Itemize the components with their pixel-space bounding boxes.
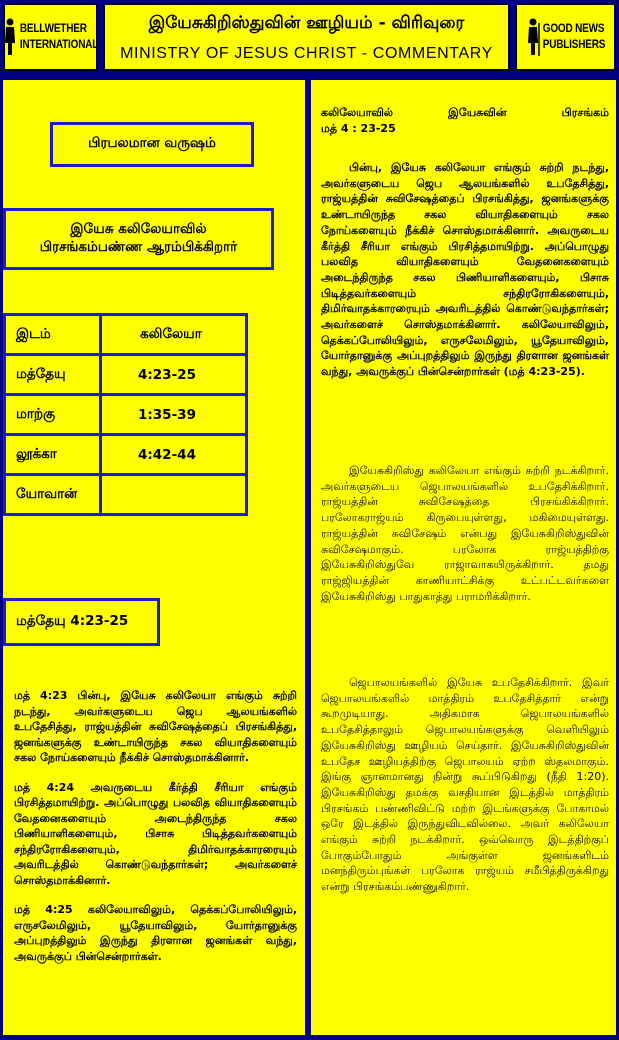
person-with-staff-icon	[3, 17, 17, 57]
table-header-cell: இடம்	[5, 315, 101, 355]
table-cell: 4:23-25	[101, 355, 247, 395]
paragraph-text: இயேசுகிறிஸ்து கலிலேயா எங்கும் சுற்றி நடக்கிறார். அவர்களுடைய ஜெபாலயங்களில் உபதேசிக்கிறார். ராஜ்யத்தின் சுவிசேஷத்தை பிரசங்கிக்கிறார். பரலோகராஜ்யம் கிருபையுள்ளது, மகிமையுள்ளது. ராஜ்யத்தின் சுவிசேஷம் என்பது இயேசுகிறிஸ்துவின் சுவிசேஷமாகும். பரலோக ராஜ்யத்திற்கு இயேசுகிறிஸ்துவே ராஜாவாகயிருக்கிறார். தமது ராஜ்ஜியத்தின் காணியாட்சிக்கு உட்பட்டவர்களை இயேசுகிறிஸ்து பாதுகாத்து பராமரிக்கிறார்.	[321, 464, 609, 603]
table-header-cell: கலிலேயா	[101, 315, 247, 355]
person-with-staff-icon	[526, 17, 540, 57]
commentary-title-line1: கலிலேயாவில் இயேசுவின் பிரசங்கம்	[321, 106, 609, 119]
table-cell: லூக்கா	[5, 435, 101, 475]
subsection-heading-line2: பிரசங்கம்பண்ண ஆரம்பிக்கிறார்	[39, 239, 238, 255]
header	[0, 0, 619, 76]
table-cell: 4:42-44	[101, 435, 247, 475]
subsection-heading	[3, 208, 274, 270]
commentary-title	[321, 105, 609, 137]
logo-right-line2: PUBLISHERS	[542, 38, 606, 52]
title-tamil: இயேசுகிறிஸ்துவின் ஊழியம் - விரிவுரை	[148, 13, 465, 33]
commentary-paragraph	[321, 675, 609, 895]
scripture-reference: மத்தேயு 4:23-25	[3, 598, 160, 646]
table-row	[5, 355, 247, 395]
table-header-row	[5, 315, 247, 355]
table-row	[5, 395, 247, 435]
subsection-heading-line1: இயேசு கலிலேயாவில்	[70, 221, 207, 237]
table-cell: மாற்கு	[5, 395, 101, 435]
gospel-reference-table	[3, 313, 248, 516]
commentary-paragraph	[321, 160, 609, 380]
verse-text: மத் 4:24 அவருடைய கீர்த்தி சீரியா எங்கும் பிரசித்தமாயிற்று. அப்பொழுது பலவித வியாதிகளையும் வேதனைகளையும் அடைந்திருந்த சகல பிணியாளிகளையும், பிசாசு பிடித்தவர்களையும் சந்திரரோகிகளையும், திமிர்வாதக்காரரையும் அவரிடத்தில் கொண்டுவந்தார்கள்; அவர்களைச் சொஸ்தமாக்கினார்.	[14, 780, 297, 887]
verse-text: மத் 4:23 பின்பு, இயேசு கலிலேயா எங்கும் சுற்றி நடந்து, அவர்களுடைய ஜெப ஆலயங்களில் உபதேசித்து, ராஜ்யத்தின் சுவிசேஷத்தைப் பிரசங்கித்து, ஜனங்களுக்கு உண்டாயிருந்த சகல வியாதிகளையும் சகல நோய்களையும் நீக்கிச் சொஸ்தமாக்கினார்.	[14, 689, 297, 764]
title-english: MINISTRY OF JESUS CHRIST - COMMENTARY	[120, 45, 493, 62]
good-news-logo	[515, 3, 616, 71]
paragraph-text: ஜெபாலயங்களில் இயேசு உபதேசிக்கிறார். இவர் ஜெபாலயங்களில் மாத்திரம் உபதேசித்தார் என்று கூறமுடியாது. அதிகமாக ஜெபாலயங்களில் உபதேசித்தாலும் ஜெபாலயங்களுக்கு வெளியிலும் இயேசுகிறிஸ்து ஊழியம் செய்தார். இயேசுகிறிஸ்துவின் உபதேச ஊழியத்திற்கு ஜெபாலயம் ஏற்ற ஸ்தலமாகும். இங்கு ஞானமானது நின்று கூப்பிடுகிறது (நீதி 1:20). இயேசுகிறிஸ்து தமக்கு வசதியான இடத்தில் மாத்திரம் பிரசங்கம் பண்ணிவிட்டு மற்ற இடங்களுக்கு போகாமல் ஒரே இடத்தில் இருந்துவிடவில்லை. அவர் கலிலேயா எங்கும் சுற்றி நடக்கிறார். ஒவ்வொரு இடத்திற்குப் போகும்போதும் அங்குள்ள ஜனங்களிடம் மனந்திரும்புங்கள் பரலோக ராஜ்யம் சமீபித்திருக்கிறது என்று பிரசங்கம்பண்ணுகிறார்.	[321, 676, 609, 894]
logo-left-line1: BELLWETHER	[19, 22, 87, 36]
table-cell	[101, 475, 247, 515]
paragraph-text: பின்பு, இயேசு கலிலேயா எங்கும் சுற்றி நடந்து, அவர்களுடைய ஜெப ஆலயங்களில் உபதேசித்து, ராஜ்யத்தின் சுவிசேஷத்தைப் பிரசங்கித்து, ஜனங்களுக்கு உண்டாயிருந்த சகல வியாதிகளையும் சகல நோய்களையும் நீக்கிச் சொஸ்தமாக்கினார். அவருடைய கீர்த்தி சீரியா எங்கும் பிரசித்தமாயிற்று. அப்பொழுது பலவித வியாதிகளையும் வேதனைகளையும் அடைந்திருந்த சகல பிணியாளிகளையும், பிசாசு பிடித்தவர்களையும் சந்திரரோகிகளையும், திமிர்வாதக்காரரையும் அவரிடத்தில் கொண்டுவந்தார்கள்; அவர்களைச் சொஸ்தமாக்கினார். கலிலேயாவிலும், தெக்கப்போலியிலும், எருசலேமிலும், யூதேயாவிலும், யோர்தானுக்கு அப்புறத்திலும் இருந்து திரளான ஜனங்கள் வந்து, அவருக்குப் பின்சென்றார்கள் (மத் 4:23-25).	[321, 161, 609, 379]
commentary-paragraph	[321, 463, 609, 604]
table-cell: 1:35-39	[101, 395, 247, 435]
commentary-title-line2: மத் 4 : 23-25	[321, 122, 396, 135]
table-cell: மத்தேயு	[5, 355, 101, 395]
table-cell: யோவான்	[5, 475, 101, 515]
page-title	[103, 3, 510, 71]
table-row	[5, 475, 247, 515]
logo-left-line2: INTERNATIONAL	[19, 38, 99, 52]
verse-list	[14, 688, 297, 978]
left-column	[3, 80, 305, 1035]
verse-text: மத் 4:25 கலிலேயாவிலும், தெக்கப்போலியிலும், எருசலேமிலும், யூதேயாவிலும், யோர்தானுக்கு அப்புறத்திலும் இருந்து திரளான ஜனங்கள் வந்து, அவருக்குப் பின்சென்றார்கள்.	[14, 903, 297, 963]
right-column	[311, 80, 616, 1035]
logo-right-line1: GOOD NEWS	[542, 22, 605, 36]
table-row	[5, 435, 247, 475]
section-heading: பிரபலமான வருஷம்	[50, 122, 254, 167]
bellwether-logo	[3, 3, 98, 71]
